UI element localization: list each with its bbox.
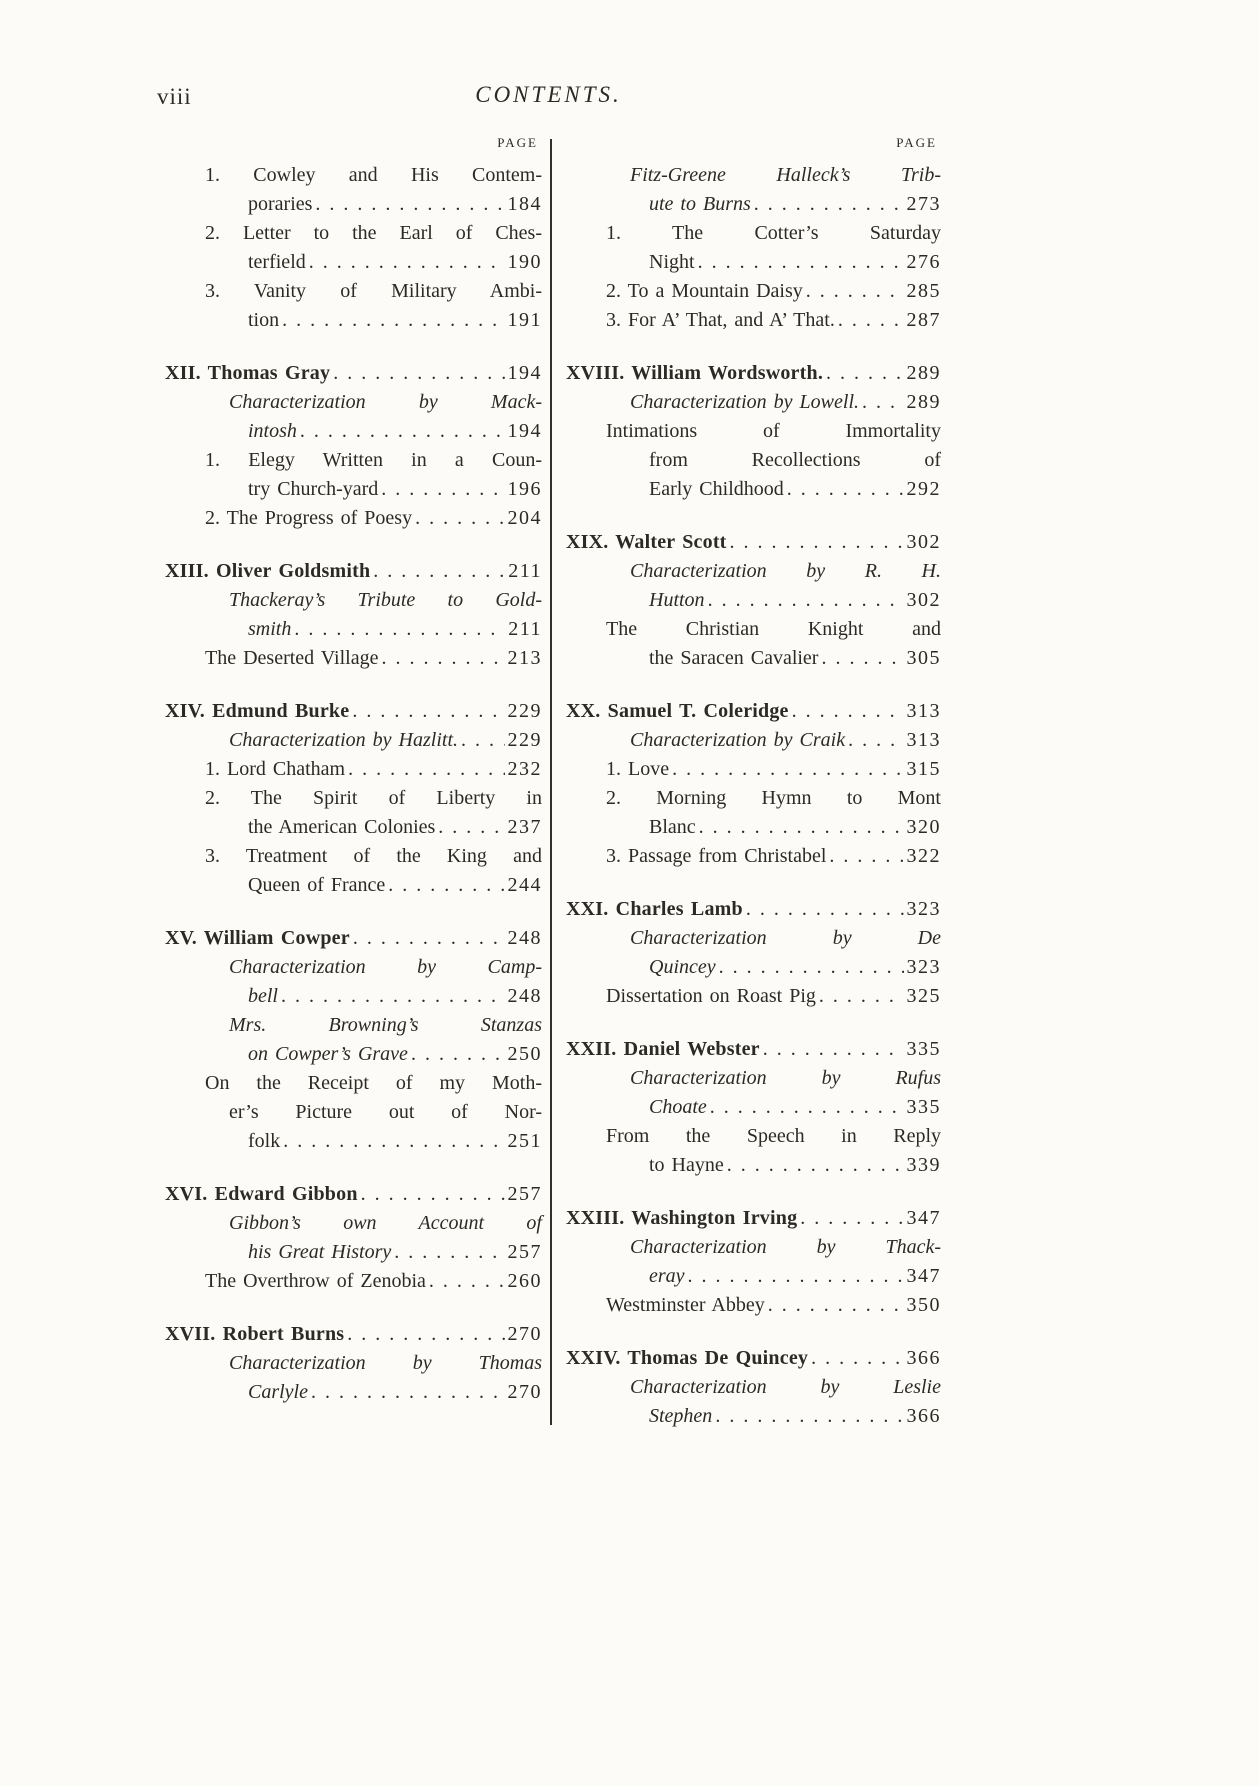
toc-line xyxy=(566,953,941,982)
toc-page-number: 211 xyxy=(508,560,542,582)
toc-entry-text: XII. Thomas Gray xyxy=(165,362,331,384)
toc-entry-text: XXII. Daniel Webster xyxy=(566,1038,760,1060)
toc-page-number: 347 xyxy=(906,1207,941,1229)
toc-page-number: 325 xyxy=(906,985,941,1007)
toc-page-number: 232 xyxy=(507,758,542,780)
toc-entry-text: XXIV. Thomas De Quincey xyxy=(566,1347,809,1369)
toc-line: Intimations of Immortality xyxy=(606,420,941,442)
toc-entry-text: XVII. Robert Burns xyxy=(165,1323,345,1345)
toc-page-number: 204 xyxy=(507,507,542,529)
leader-dots xyxy=(333,359,504,388)
toc-line: Characterization by Camp- xyxy=(229,956,542,978)
toc-entry-text: Night xyxy=(649,251,695,273)
toc-line xyxy=(165,982,542,1011)
toc-page-number: 366 xyxy=(906,1347,941,1369)
toc-page-number: 313 xyxy=(906,729,941,751)
folio-number: viii xyxy=(157,84,192,109)
leader-dots xyxy=(715,1402,903,1431)
toc-page-number: 350 xyxy=(906,1294,941,1316)
leader-dots xyxy=(411,1040,505,1069)
page-column-label-right: PAGE xyxy=(896,135,937,150)
toc-line: On the Receipt of my Moth- xyxy=(205,1072,542,1094)
toc-line: from Recollections of xyxy=(649,449,941,471)
toc-page-number: 270 xyxy=(507,1323,542,1345)
leader-dots xyxy=(353,924,505,953)
toc-entry-text: 1. Lord Chatham xyxy=(205,758,346,780)
toc-line xyxy=(165,726,542,755)
toc-page-number: 194 xyxy=(507,362,542,384)
toc-line: Thackeray’s Tribute to Gold- xyxy=(229,589,542,611)
toc-line xyxy=(165,306,542,335)
toc-entry-text: Stephen xyxy=(649,1405,713,1427)
toc-entry-text: the American Colonies xyxy=(248,816,436,838)
toc-line xyxy=(566,248,941,277)
toc-line xyxy=(566,277,941,306)
toc-line: Characterization by R. H. xyxy=(630,560,941,582)
toc-page-number: 194 xyxy=(507,420,542,442)
toc-line xyxy=(165,644,542,673)
leader-dots xyxy=(361,1180,505,1209)
toc-page-number: 270 xyxy=(507,1381,542,1403)
toc-line xyxy=(566,982,941,1011)
toc-page-number: 257 xyxy=(507,1183,542,1205)
toc-line: Mrs. Browning’s Stanzas xyxy=(229,1014,542,1036)
toc-entry-text: 3. Passage from Christabel xyxy=(606,845,827,867)
toc-entry-text: Carlyle xyxy=(248,1381,308,1403)
toc-chapter-line xyxy=(566,359,941,388)
toc-entry-text: bell xyxy=(248,985,278,1007)
toc-entry-text: poraries xyxy=(248,193,313,215)
toc-page-number: 302 xyxy=(906,531,941,553)
toc-page-number: 323 xyxy=(906,898,941,920)
toc-entry-text: XIX. Walter Scott xyxy=(566,531,727,553)
toc-page-number: 292 xyxy=(906,478,941,500)
toc-entry-text: terfield xyxy=(248,251,306,273)
leader-dots xyxy=(754,190,904,219)
leader-dots xyxy=(311,1378,505,1407)
toc-line: From the Speech in Reply xyxy=(606,1125,941,1147)
leader-dots xyxy=(281,982,505,1011)
toc-entry-text: Characterization by Craik xyxy=(630,729,846,751)
toc-page-number: 248 xyxy=(507,927,542,949)
toc-line: Fitz-Greene Halleck’s Trib- xyxy=(630,164,941,186)
toc-entry-text: Queen of France xyxy=(248,874,386,896)
leader-dots xyxy=(862,388,904,417)
toc-page-number: 184 xyxy=(507,193,542,215)
toc-page-number: 320 xyxy=(906,816,941,838)
leader-dots xyxy=(708,586,904,615)
toc-entry-text: smith xyxy=(248,618,292,640)
toc-section xyxy=(566,1035,941,1180)
toc-line xyxy=(165,1267,542,1296)
toc-page-number: 315 xyxy=(906,758,941,780)
leader-dots xyxy=(282,306,504,335)
toc-entry-text: XXIII. Washington Irving xyxy=(566,1207,798,1229)
toc-entry-text: Choate xyxy=(649,1096,707,1118)
toc-line xyxy=(165,755,542,784)
toc-entry-text: XIII. Oliver Goldsmith xyxy=(165,560,371,582)
toc-page-number: 289 xyxy=(906,362,941,384)
leader-dots xyxy=(838,306,904,335)
toc-page-number: 190 xyxy=(507,251,542,273)
column-divider-rule xyxy=(550,139,552,1425)
toc-chapter-line xyxy=(566,895,941,924)
leader-dots xyxy=(381,475,504,504)
toc-entry-text: on Cowper’s Grave xyxy=(248,1043,408,1065)
leader-dots xyxy=(699,813,904,842)
running-head xyxy=(157,82,940,116)
toc-page-number: 313 xyxy=(906,700,941,722)
toc-page-number: 196 xyxy=(507,478,542,500)
toc-entry-text: XXI. Charles Lamb xyxy=(566,898,743,920)
leader-dots xyxy=(438,813,504,842)
toc-section xyxy=(165,161,542,335)
toc-section xyxy=(165,1180,542,1296)
leader-dots xyxy=(829,842,903,871)
toc-line: Characterization by De xyxy=(630,927,941,949)
toc-column-left xyxy=(165,135,542,1407)
leader-dots xyxy=(300,417,505,446)
toc-line: 2. Letter to the Earl of Ches- xyxy=(205,222,542,244)
leader-dots xyxy=(373,557,505,586)
toc-page-number: 335 xyxy=(906,1096,941,1118)
toc-entry-text: Westminster Abbey xyxy=(606,1294,765,1316)
leader-dots xyxy=(826,359,903,388)
toc-page-number: 257 xyxy=(507,1241,542,1263)
leader-dots xyxy=(821,644,903,673)
toc-line xyxy=(566,755,941,784)
leader-dots xyxy=(811,1344,903,1373)
toc-entry-text: Hutton xyxy=(649,589,705,611)
toc-line xyxy=(566,1151,941,1180)
toc-line xyxy=(165,475,542,504)
toc-page-number: 322 xyxy=(906,845,941,867)
toc-line: 2. The Spirit of Liberty in xyxy=(205,787,542,809)
toc-chapter-line xyxy=(566,1035,941,1064)
leader-dots xyxy=(352,697,504,726)
toc-entry-text: Blanc xyxy=(649,816,696,838)
leader-dots xyxy=(415,504,504,533)
toc-page-number: 276 xyxy=(906,251,941,273)
page-column-label-left: PAGE xyxy=(497,135,538,150)
toc-column-right xyxy=(566,135,941,1431)
toc-entry-text: XVIII. William Wordsworth. xyxy=(566,362,824,384)
toc-entry-text: 3. For A’ That, and A’ That. xyxy=(606,309,835,331)
toc-entry-text: eray xyxy=(649,1265,685,1287)
toc-section xyxy=(165,924,542,1156)
toc-entry-text: The Deserted Village xyxy=(205,647,379,669)
leader-dots xyxy=(719,953,904,982)
toc-entry-text: tion xyxy=(248,309,280,331)
leader-dots xyxy=(429,1267,505,1296)
toc-line xyxy=(566,1093,941,1122)
toc-page-number: 229 xyxy=(507,729,542,751)
toc-entry-text: 2. To a Mountain Daisy xyxy=(606,280,803,302)
toc-page-number: 211 xyxy=(508,618,542,640)
toc-line: Characterization by Thomas xyxy=(229,1352,542,1374)
toc-line: Characterization by Leslie xyxy=(630,1376,941,1398)
leader-dots xyxy=(283,1127,504,1156)
contents-title: CONTENTS. xyxy=(475,82,622,107)
toc-chapter-line xyxy=(165,924,542,953)
toc-line xyxy=(165,190,542,219)
leader-dots xyxy=(727,1151,904,1180)
toc-page-number: 347 xyxy=(906,1265,941,1287)
toc-entry-text: folk xyxy=(248,1130,281,1152)
toc-line xyxy=(165,1378,542,1407)
toc-section xyxy=(566,1344,941,1431)
leader-dots xyxy=(381,644,504,673)
toc-page-number: 250 xyxy=(507,1043,542,1065)
toc-chapter-line xyxy=(566,1344,941,1373)
leader-dots xyxy=(787,475,904,504)
toc-page-number: 302 xyxy=(906,589,941,611)
toc-chapter-line xyxy=(165,557,542,586)
toc-entry-text: try Church-yard xyxy=(248,478,379,500)
leader-dots xyxy=(746,895,904,924)
toc-page-number: 244 xyxy=(507,874,542,896)
leader-dots xyxy=(688,1262,904,1291)
toc-entry-text: XVI. Edward Gibbon xyxy=(165,1183,358,1205)
toc-line: The Christian Knight and xyxy=(606,618,941,640)
toc-entries-left xyxy=(165,161,542,1407)
toc-page-number: 366 xyxy=(906,1405,941,1427)
toc-section xyxy=(165,697,542,900)
toc-line xyxy=(566,644,941,673)
toc-chapter-line xyxy=(566,697,941,726)
leader-dots xyxy=(763,1035,904,1064)
toc-chapter-line xyxy=(165,1180,542,1209)
toc-line xyxy=(165,615,542,644)
toc-chapter-line xyxy=(566,1204,941,1233)
toc-line xyxy=(165,871,542,900)
toc-line: Gibbon’s own Account of xyxy=(229,1212,542,1234)
leader-dots xyxy=(792,697,904,726)
toc-entry-text: Early Childhood xyxy=(649,478,784,500)
toc-line xyxy=(566,1262,941,1291)
toc-page-number: 287 xyxy=(906,309,941,331)
toc-line xyxy=(566,388,941,417)
toc-page-number: 339 xyxy=(906,1154,941,1176)
toc-page-number: 289 xyxy=(906,391,941,413)
toc-chapter-line xyxy=(165,1320,542,1349)
toc-section xyxy=(566,895,941,1011)
toc-entry-text: Characterization by Lowell. xyxy=(630,391,859,413)
toc-line xyxy=(165,1127,542,1156)
toc-line: 2. Morning Hymn to Mont xyxy=(606,787,941,809)
leader-dots xyxy=(710,1093,904,1122)
leader-dots xyxy=(848,726,903,755)
toc-line: er’s Picture out of Nor- xyxy=(229,1101,542,1123)
toc-line xyxy=(165,813,542,842)
toc-line xyxy=(566,586,941,615)
toc-entry-text: XIV. Edmund Burke xyxy=(165,700,350,722)
leader-dots xyxy=(819,982,904,1011)
toc-entry-text: The Overthrow of Zenobia xyxy=(205,1270,426,1292)
leader-dots xyxy=(806,277,904,306)
toc-chapter-line xyxy=(566,528,941,557)
toc-page-number: 251 xyxy=(507,1130,542,1152)
leader-dots xyxy=(672,755,903,784)
toc-entry-text: intosh xyxy=(248,420,297,442)
leader-dots xyxy=(394,1238,504,1267)
leader-dots xyxy=(800,1204,903,1233)
toc-line xyxy=(566,1291,941,1320)
toc-line xyxy=(165,417,542,446)
toc-line xyxy=(165,504,542,533)
toc-page-number: 191 xyxy=(507,309,542,331)
toc-page-number: 335 xyxy=(906,1038,941,1060)
toc-section xyxy=(165,359,542,533)
toc-entry-text: Dissertation on Roast Pig xyxy=(606,985,816,1007)
toc-page-number: 285 xyxy=(906,280,941,302)
toc-line xyxy=(566,306,941,335)
toc-page-number: 229 xyxy=(507,700,542,722)
toc-entry-text: his Great History xyxy=(248,1241,392,1263)
toc-line: 1. Elegy Written in a Coun- xyxy=(205,449,542,471)
toc-page-number: 305 xyxy=(906,647,941,669)
toc-section xyxy=(165,1320,542,1407)
toc-line xyxy=(566,842,941,871)
leader-dots xyxy=(347,1320,504,1349)
toc-chapter-line xyxy=(165,697,542,726)
leader-dots xyxy=(388,871,504,900)
toc-page-number: 248 xyxy=(507,985,542,1007)
toc-line xyxy=(165,248,542,277)
leader-dots xyxy=(768,1291,904,1320)
toc-line: 3. Vanity of Military Ambi- xyxy=(205,280,542,302)
toc-chapter-line xyxy=(165,359,542,388)
toc-entry-text: 2. The Progress of Poesy xyxy=(205,507,413,529)
toc-page-number: 260 xyxy=(507,1270,542,1292)
toc-line: Characterization by Mack- xyxy=(229,391,542,413)
leader-dots xyxy=(294,615,505,644)
toc-line xyxy=(566,190,941,219)
toc-page-number: 273 xyxy=(906,193,941,215)
toc-line xyxy=(566,475,941,504)
toc-line xyxy=(165,1238,542,1267)
toc-line xyxy=(566,813,941,842)
toc-entry-text: XX. Samuel T. Coleridge xyxy=(566,700,789,722)
toc-line: Characterization by Rufus xyxy=(630,1067,941,1089)
toc-line: 1. Cowley and His Contem- xyxy=(205,164,542,186)
leader-dots xyxy=(315,190,504,219)
toc-entry-text: the Saracen Cavalier xyxy=(649,647,819,669)
toc-entry-text: XV. William Cowper xyxy=(165,927,350,949)
toc-line: Characterization by Thack- xyxy=(630,1236,941,1258)
toc-section xyxy=(566,161,941,335)
toc-entry-text: Characterization by Hazlitt. xyxy=(229,729,458,751)
toc-section xyxy=(165,557,542,673)
toc-entries-right xyxy=(566,161,941,1431)
toc-entry-text: to Hayne xyxy=(649,1154,724,1176)
toc-entry-text: Quincey xyxy=(649,956,716,978)
toc-line xyxy=(566,1402,941,1431)
toc-section xyxy=(566,697,941,871)
toc-line xyxy=(566,726,941,755)
toc-page-number: 323 xyxy=(906,956,941,978)
leader-dots xyxy=(730,528,904,557)
toc-line: 1. The Cotter’s Saturday xyxy=(606,222,941,244)
leader-dots xyxy=(461,726,505,755)
leader-dots xyxy=(698,248,904,277)
leader-dots xyxy=(309,248,505,277)
toc-entry-text: 1. Love xyxy=(606,758,670,780)
toc-line xyxy=(165,1040,542,1069)
toc-section xyxy=(566,359,941,504)
leader-dots xyxy=(348,755,504,784)
toc-page-number: 237 xyxy=(507,816,542,838)
toc-page-number: 213 xyxy=(507,647,542,669)
toc-line: 3. Treatment of the King and xyxy=(205,845,542,867)
toc-entry-text: ute to Burns xyxy=(649,193,751,215)
toc-section xyxy=(566,1204,941,1320)
toc-section xyxy=(566,528,941,673)
